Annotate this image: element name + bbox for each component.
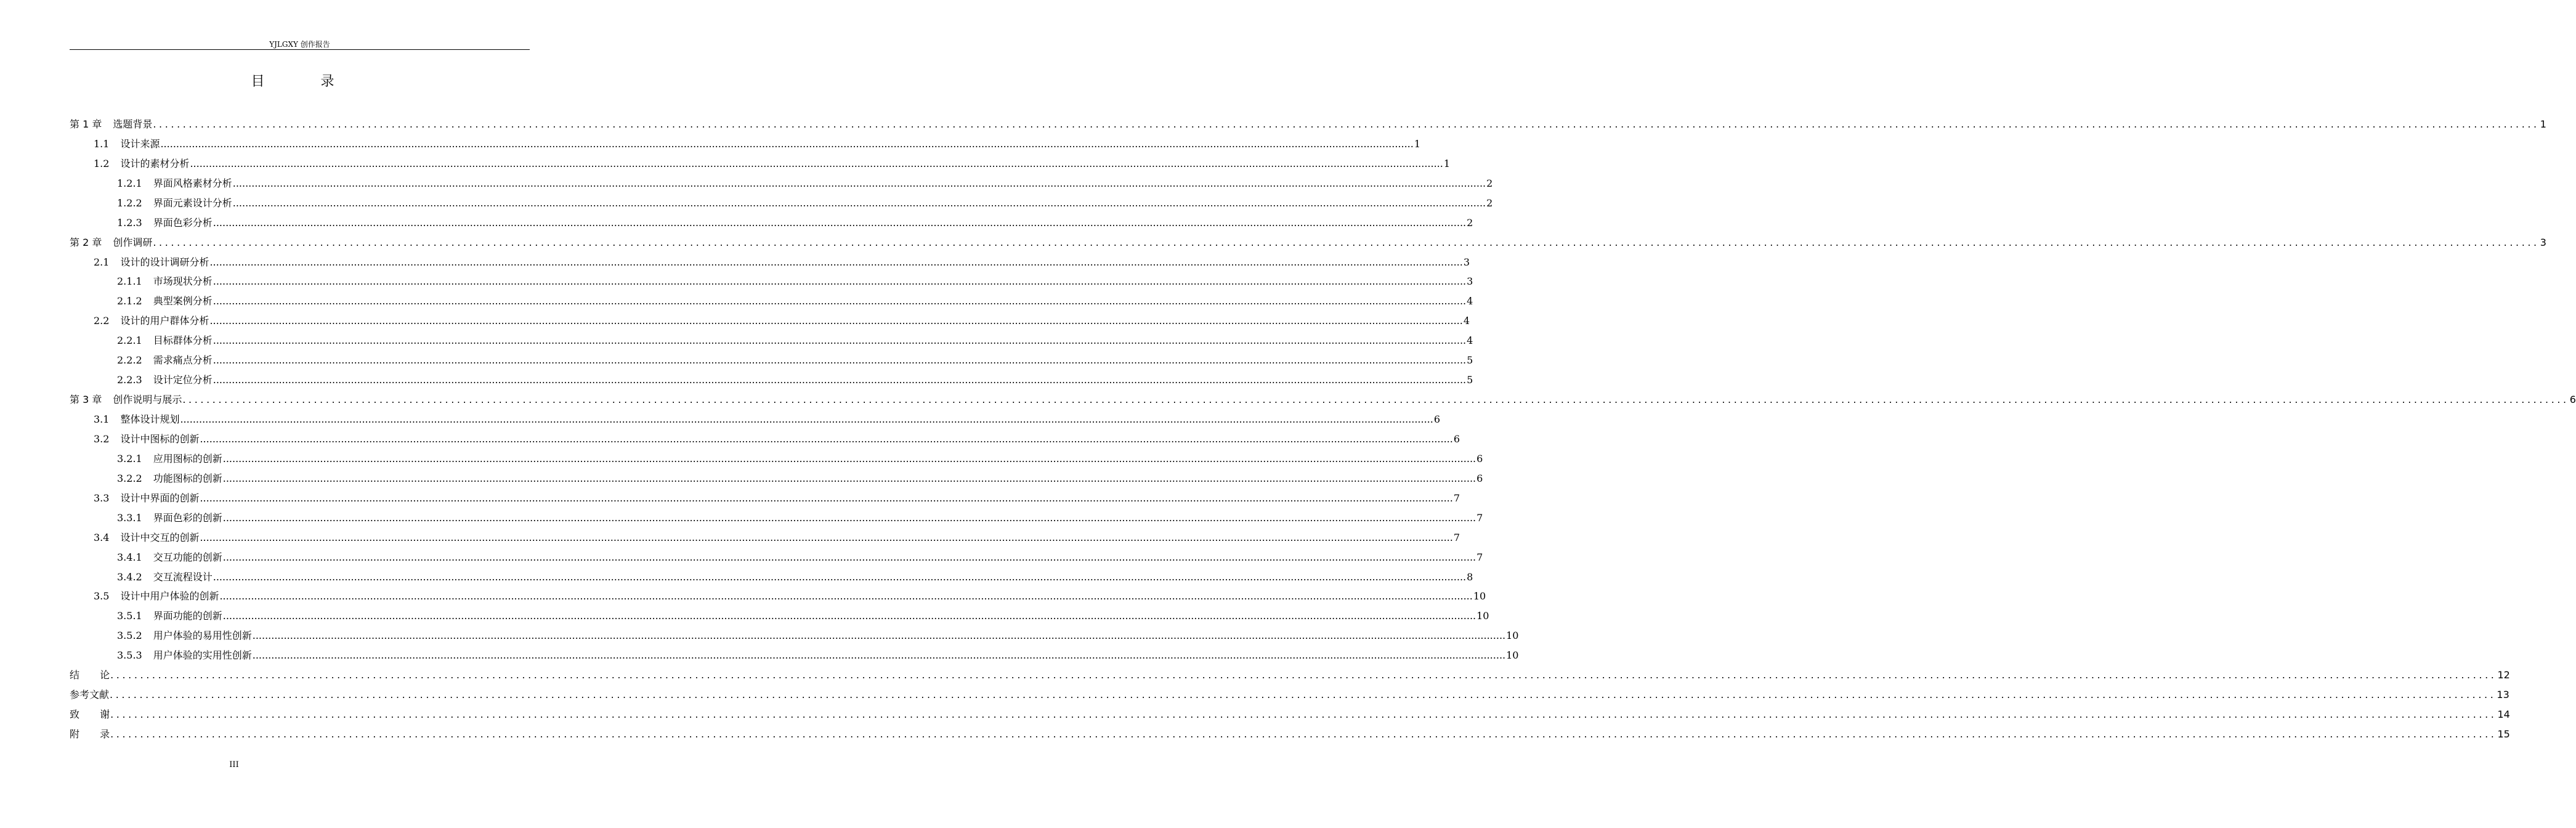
toc-entry[interactable] bbox=[70, 271, 1473, 291]
running-header: YJLGXY 创作报告 bbox=[269, 40, 330, 49]
toc-dot-leader: ................................................................................................................................................................................................................................................................................................................................................................................................................ bbox=[200, 531, 1453, 543]
toc-entry-number: 3.4.2 bbox=[117, 570, 142, 583]
toc-entry-page: 4 bbox=[1467, 295, 1473, 307]
toc-entry-title: 结 论 bbox=[70, 669, 110, 681]
toc-entry-title: 需求痛点分析 bbox=[153, 354, 213, 367]
toc-dot-leader: ................................................................................................................................................................................................................................................................................................................................................................................................................ bbox=[160, 137, 1414, 150]
toc-entry-title: 附 录 bbox=[70, 728, 110, 740]
toc-entry[interactable] bbox=[70, 428, 1460, 448]
page-number: III bbox=[229, 760, 239, 769]
toc-entry-title: 设计中界面的创新 bbox=[120, 492, 200, 504]
toc-dot-leader: ................................................................................................................................................................................................................................................................................................................................................................................................................ bbox=[252, 630, 1506, 642]
toc-entry[interactable] bbox=[70, 546, 1483, 566]
toc-entry-page: 13 bbox=[2497, 689, 2509, 701]
toc-entry-title: 创作说明与展示 bbox=[113, 394, 182, 406]
toc-entry-title: 设计定位分析 bbox=[153, 374, 213, 386]
toc-entry[interactable] bbox=[70, 389, 2576, 408]
toc-entry-title: 设计来源 bbox=[120, 137, 160, 150]
toc-entry-page: 10 bbox=[1506, 630, 1519, 642]
toc-entry[interactable] bbox=[70, 487, 1460, 507]
toc-entry-page: 5 bbox=[1467, 354, 1473, 367]
toc-entry-title: 设计的用户群体分析 bbox=[120, 315, 209, 327]
toc-entry[interactable] bbox=[70, 605, 1489, 625]
toc-dot-leader: ................................................................................................................................................................................................................................................................................................................................................................................................................ bbox=[232, 197, 1486, 209]
toc-dot-leader: ................................................................................................................................................................................................................................................................................................................................................................................................................ bbox=[252, 649, 1506, 662]
toc-entry[interactable] bbox=[70, 468, 1483, 487]
toc-entry[interactable] bbox=[70, 232, 2546, 251]
toc-entry[interactable] bbox=[70, 664, 2510, 684]
toc-entry-number: 3.2 bbox=[94, 432, 110, 445]
toc-title: 目 录 bbox=[251, 74, 360, 89]
toc-dot-leader: ................................................................................................................................................................................................................................................................................................................................................................................................................ bbox=[222, 610, 1476, 622]
toc-entry-page: 2 bbox=[1486, 177, 1493, 189]
toc-entry-number: 2.1.1 bbox=[117, 275, 142, 288]
toc-entry-number: 1.2.3 bbox=[117, 216, 142, 229]
toc-entry-title: 典型案例分析 bbox=[153, 295, 213, 307]
toc-entry-title: 界面功能的创新 bbox=[153, 610, 222, 622]
toc-entry-number: 2.1.2 bbox=[117, 295, 142, 307]
toc-entry-title: 选题背景 bbox=[113, 118, 153, 130]
toc-entry-title: 功能图标的创新 bbox=[153, 472, 222, 484]
toc-entry[interactable] bbox=[70, 723, 2510, 743]
toc-entry-number: 3.5.1 bbox=[117, 610, 142, 622]
toc-entry-title: 交互功能的创新 bbox=[153, 551, 222, 563]
toc-entry[interactable] bbox=[70, 625, 1519, 644]
toc-dot-leader: ................................................................................................................................................................................................................................................................................................................................................................................................................ bbox=[190, 157, 1443, 169]
toc-entry-title: 界面色彩的创新 bbox=[153, 511, 222, 524]
toc-entry-number: 3.3 bbox=[94, 492, 110, 504]
toc-entry[interactable] bbox=[70, 212, 1473, 232]
toc-entry-title: 整体设计规划 bbox=[120, 413, 180, 425]
toc-dot-leader: ................................................................................................................................................................................................................................................................................................................................................................................................................ bbox=[213, 295, 1467, 307]
toc-dot-leader: ................................................................................................................................................................................................................................................................................................................................................................................................................ bbox=[200, 432, 1453, 445]
toc-entry[interactable] bbox=[70, 684, 2509, 704]
toc-entry[interactable] bbox=[70, 566, 1473, 586]
toc-entry-page: 7 bbox=[1476, 551, 1483, 563]
toc-entry[interactable] bbox=[70, 369, 1473, 389]
header-rule bbox=[70, 49, 530, 50]
toc-entry-number: 2.2 bbox=[94, 315, 110, 327]
toc-entry[interactable] bbox=[70, 290, 1473, 310]
toc-dot-leader: ................................................................................................................................................................................................................................................................................................................................................................................................................ bbox=[213, 570, 1467, 583]
toc-entry-title: 界面元素设计分析 bbox=[153, 197, 232, 209]
toc-dot-leader: ................................................................................................................................................................................................................................................................................................................................................................................................................ bbox=[219, 590, 1473, 603]
toc-entry-number: 2.2.2 bbox=[117, 354, 142, 367]
toc-entry-page: 7 bbox=[1476, 511, 1483, 524]
toc-entry[interactable] bbox=[70, 330, 1473, 349]
toc-dot-leader: ................................................................................................................................................................................................................................................................................................................................................................................................................ bbox=[110, 708, 2497, 721]
toc-dot-leader: ................................................................................................................................................................................................................................................................................................................................................................................................................ bbox=[213, 216, 1467, 229]
toc-entry-page: 1 bbox=[1443, 157, 1451, 169]
toc-entry[interactable] bbox=[70, 349, 1473, 369]
toc-entry-number: 2.2.3 bbox=[117, 374, 142, 386]
toc-entry-number: 3.2.2 bbox=[117, 472, 142, 484]
toc-entry[interactable] bbox=[70, 644, 1519, 664]
toc-entry-number: 2.2.1 bbox=[117, 335, 142, 347]
toc-entry[interactable] bbox=[70, 704, 2510, 723]
toc-entry-page: 1 bbox=[1414, 137, 1421, 150]
toc-entry-page: 7 bbox=[1453, 492, 1460, 504]
toc-entry-page: 6 bbox=[1453, 432, 1460, 445]
toc-dot-leader: ................................................................................................................................................................................................................................................................................................................................................................................................................ bbox=[180, 413, 1433, 425]
toc-entry-title: 设计中图标的创新 bbox=[120, 432, 200, 445]
toc-entry-page: 14 bbox=[2497, 708, 2510, 721]
toc-entry[interactable] bbox=[70, 448, 1483, 468]
toc-entry-number: 3.4.1 bbox=[117, 551, 142, 563]
toc-entry-title: 用户体验的易用性创新 bbox=[153, 630, 252, 642]
toc-entry-number: 3.1 bbox=[94, 413, 110, 425]
toc-entry[interactable] bbox=[70, 133, 1421, 153]
toc-entry-number: 1.2 bbox=[94, 157, 110, 169]
toc-entry-title: 设计的设计调研分析 bbox=[120, 256, 209, 268]
toc-entry[interactable] bbox=[70, 172, 1493, 192]
toc-entry-title: 设计的素材分析 bbox=[120, 157, 190, 169]
toc-entry-number: 第 1 章 bbox=[70, 118, 102, 130]
toc-entry[interactable] bbox=[70, 310, 1470, 330]
toc-entry-number: 第 2 章 bbox=[70, 236, 102, 248]
toc-entry-page: 7 bbox=[1453, 531, 1460, 543]
toc-entry-number: 1.2.1 bbox=[117, 177, 142, 189]
table-of-contents bbox=[70, 113, 2576, 743]
toc-entry-page: 2 bbox=[1467, 216, 1473, 229]
toc-dot-leader: ................................................................................................................................................................................................................................................................................................................................................................................................................ bbox=[200, 492, 1453, 504]
toc-entry-title: 界面风格素材分析 bbox=[153, 177, 232, 189]
toc-dot-leader: ................................................................................................................................................................................................................................................................................................................................................................................................................ bbox=[110, 728, 2497, 740]
toc-entry-page: 10 bbox=[1506, 649, 1519, 662]
toc-entry[interactable] bbox=[70, 113, 2546, 133]
toc-entry-title: 目标群体分析 bbox=[153, 335, 213, 347]
toc-entry-number: 1.2.2 bbox=[117, 197, 142, 209]
toc-entry-title: 市场现状分析 bbox=[153, 275, 213, 288]
toc-entry[interactable] bbox=[70, 507, 1483, 527]
toc-dot-leader: ................................................................................................................................................................................................................................................................................................................................................................................................................ bbox=[209, 315, 1463, 327]
toc-entry[interactable] bbox=[70, 153, 1451, 172]
toc-entry-page: 8 bbox=[1467, 570, 1473, 583]
toc-entry-number: 3.2.1 bbox=[117, 452, 142, 465]
toc-entry-title: 交互流程设计 bbox=[153, 570, 213, 583]
toc-dot-leader: ................................................................................................................................................................................................................................................................................................................................................................................................................ bbox=[222, 472, 1476, 484]
toc-entry-title: 参考文献 bbox=[70, 689, 110, 701]
toc-entry[interactable] bbox=[70, 527, 1460, 546]
toc-entry-page: 15 bbox=[2497, 728, 2510, 740]
toc-dot-leader: ................................................................................................................................................................................................................................................................................................................................................................................................................ bbox=[213, 275, 1467, 288]
toc-entry-page: 6 bbox=[1476, 452, 1483, 465]
toc-entry[interactable] bbox=[70, 192, 1493, 212]
toc-entry-title: 设计中用户体验的创新 bbox=[120, 590, 219, 603]
toc-entry-number: 3.5.3 bbox=[117, 649, 142, 662]
toc-entry[interactable] bbox=[70, 586, 1486, 606]
toc-entry-number: 第 3 章 bbox=[70, 394, 102, 406]
toc-entry-page: 4 bbox=[1463, 315, 1470, 327]
toc-entry-number: 3.3.1 bbox=[117, 511, 142, 524]
toc-entry-page: 6 bbox=[1476, 472, 1483, 484]
toc-entry-page: 10 bbox=[1473, 590, 1486, 603]
toc-dot-leader: ................................................................................................................................................................................................................................................................................................................................................................................................................ bbox=[153, 236, 2540, 248]
toc-entry-title: 设计中交互的创新 bbox=[120, 531, 200, 543]
toc-entry[interactable] bbox=[70, 251, 1470, 271]
toc-dot-leader: ................................................................................................................................................................................................................................................................................................................................................................................................................ bbox=[153, 118, 2540, 130]
toc-entry-page: 6 bbox=[2569, 394, 2576, 406]
toc-entry-page: 4 bbox=[1467, 335, 1473, 347]
toc-entry-page: 5 bbox=[1467, 374, 1473, 386]
toc-dot-leader: ................................................................................................................................................................................................................................................................................................................................................................................................................ bbox=[222, 551, 1476, 563]
toc-entry-title: 应用图标的创新 bbox=[153, 452, 222, 465]
toc-entry-number: 1.1 bbox=[94, 137, 110, 150]
toc-entry-page: 1 bbox=[2540, 118, 2546, 130]
toc-entry-title: 致 谢 bbox=[70, 708, 110, 721]
toc-dot-leader: ................................................................................................................................................................................................................................................................................................................................................................................................................ bbox=[209, 256, 1463, 268]
toc-entry-page: 10 bbox=[1476, 610, 1489, 622]
toc-entry-title: 界面色彩分析 bbox=[153, 216, 213, 229]
toc-dot-leader: ................................................................................................................................................................................................................................................................................................................................................................................................................ bbox=[213, 335, 1467, 347]
toc-dot-leader: ................................................................................................................................................................................................................................................................................................................................................................................................................ bbox=[182, 394, 2569, 406]
toc-entry-page: 6 bbox=[1433, 413, 1441, 425]
toc-entry-title: 创作调研 bbox=[113, 236, 153, 248]
toc-entry-page: 3 bbox=[1463, 256, 1470, 268]
toc-dot-leader: ................................................................................................................................................................................................................................................................................................................................................................................................................ bbox=[110, 669, 2497, 681]
toc-entry[interactable] bbox=[70, 408, 1441, 428]
toc-entry-number: 3.5.2 bbox=[117, 630, 142, 642]
toc-entry-number: 2.1 bbox=[94, 256, 110, 268]
toc-entry-number: 3.4 bbox=[94, 531, 110, 543]
toc-entry-page: 12 bbox=[2497, 669, 2510, 681]
toc-dot-leader: ................................................................................................................................................................................................................................................................................................................................................................................................................ bbox=[232, 177, 1486, 189]
toc-dot-leader: ................................................................................................................................................................................................................................................................................................................................................................................................................ bbox=[213, 374, 1467, 386]
toc-entry-page: 3 bbox=[1467, 275, 1473, 288]
toc-dot-leader: ................................................................................................................................................................................................................................................................................................................................................................................................................ bbox=[213, 354, 1467, 367]
toc-entry-page: 2 bbox=[1486, 197, 1493, 209]
toc-entry-number: 3.5 bbox=[94, 590, 110, 603]
toc-dot-leader: ................................................................................................................................................................................................................................................................................................................................................................................................................ bbox=[110, 689, 2497, 701]
toc-entry-page: 3 bbox=[2540, 236, 2546, 248]
toc-entry-title: 用户体验的实用性创新 bbox=[153, 649, 252, 662]
toc-dot-leader: ................................................................................................................................................................................................................................................................................................................................................................................................................ bbox=[222, 511, 1476, 524]
toc-dot-leader: ................................................................................................................................................................................................................................................................................................................................................................................................................ bbox=[222, 452, 1476, 465]
